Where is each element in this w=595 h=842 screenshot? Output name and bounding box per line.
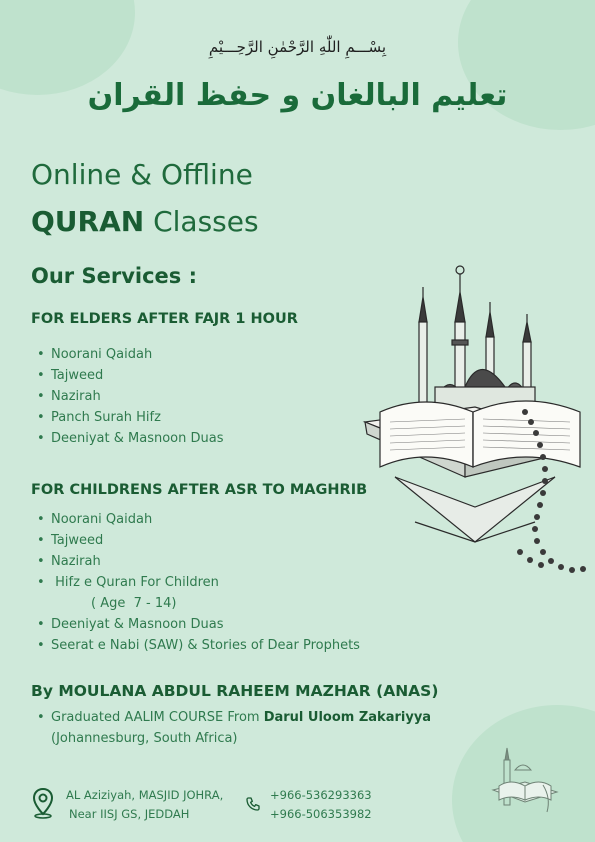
headline-classes: Classes bbox=[144, 205, 259, 238]
list-item: • Tajweed bbox=[37, 368, 104, 383]
children-list bbox=[37, 509, 360, 656]
headline-line-2 bbox=[31, 205, 259, 238]
list-item: • Noorani Qaidah bbox=[37, 512, 153, 527]
children-heading: FOR CHILDRENS AFTER ASR TO MAGHRIB bbox=[31, 482, 368, 498]
headline-quran: QURAN bbox=[31, 205, 145, 238]
basmala-text: بِسْـــمِ اللّٰهِ الرَّحْمٰنِ الرَّحِـــيْمِ bbox=[208, 38, 387, 56]
phone-1[interactable]: +966-536293363 bbox=[270, 788, 372, 802]
list-item: • Deeniyat & Masnoon Duas bbox=[37, 431, 224, 446]
small-quran-sketch bbox=[485, 740, 565, 820]
phone-numbers[interactable] bbox=[270, 786, 372, 824]
urdu-title: تعلیم البالغان و حفظ القران bbox=[87, 78, 508, 113]
phone-icon bbox=[245, 796, 261, 812]
school-name: Darul Uloom Zakariyya bbox=[263, 710, 432, 725]
location-pin-icon bbox=[31, 787, 55, 819]
list-item: • Hifz e Quran For Children ( Age 7 - 14) bbox=[37, 572, 360, 614]
list-item: • Noorani Qaidah bbox=[37, 347, 153, 362]
services-title: Our Services : bbox=[31, 264, 197, 288]
teacher-credential: • Graduated AALIM COURSE From Darul Uloom Zakariyya (Johannesburg, South Africa) bbox=[37, 707, 431, 749]
age-note: ( Age 7 - 14) bbox=[91, 596, 177, 611]
teacher-name: By MOULANA ABDUL RAHEEM MAZHAR (ANAS) bbox=[31, 682, 439, 700]
list-item: • Nazirah bbox=[37, 389, 101, 404]
address: AL Aziziyah, MASJID JOHRA, Near IISJ GS, JEDDAH bbox=[66, 788, 224, 821]
phone-2[interactable]: +966-506353982 bbox=[270, 807, 372, 821]
school-location: (Johannesburg, South Africa) bbox=[51, 731, 238, 746]
list-item: • Tajweed bbox=[37, 533, 104, 548]
list-item: • Seerat e Nabi (SAW) & Stories of Dear Prophets bbox=[37, 638, 360, 653]
list-item: • Panch Surah Hifz bbox=[37, 410, 161, 425]
list-item: • Nazirah bbox=[37, 554, 101, 569]
headline-line-1: Online & Offline bbox=[31, 158, 253, 191]
elders-list bbox=[37, 344, 223, 449]
list-item: • Deeniyat & Masnoon Duas bbox=[37, 617, 224, 632]
mosque-quran-illustration bbox=[355, 262, 595, 592]
elders-heading: FOR ELDERS AFTER FAJR 1 HOUR bbox=[31, 311, 298, 327]
